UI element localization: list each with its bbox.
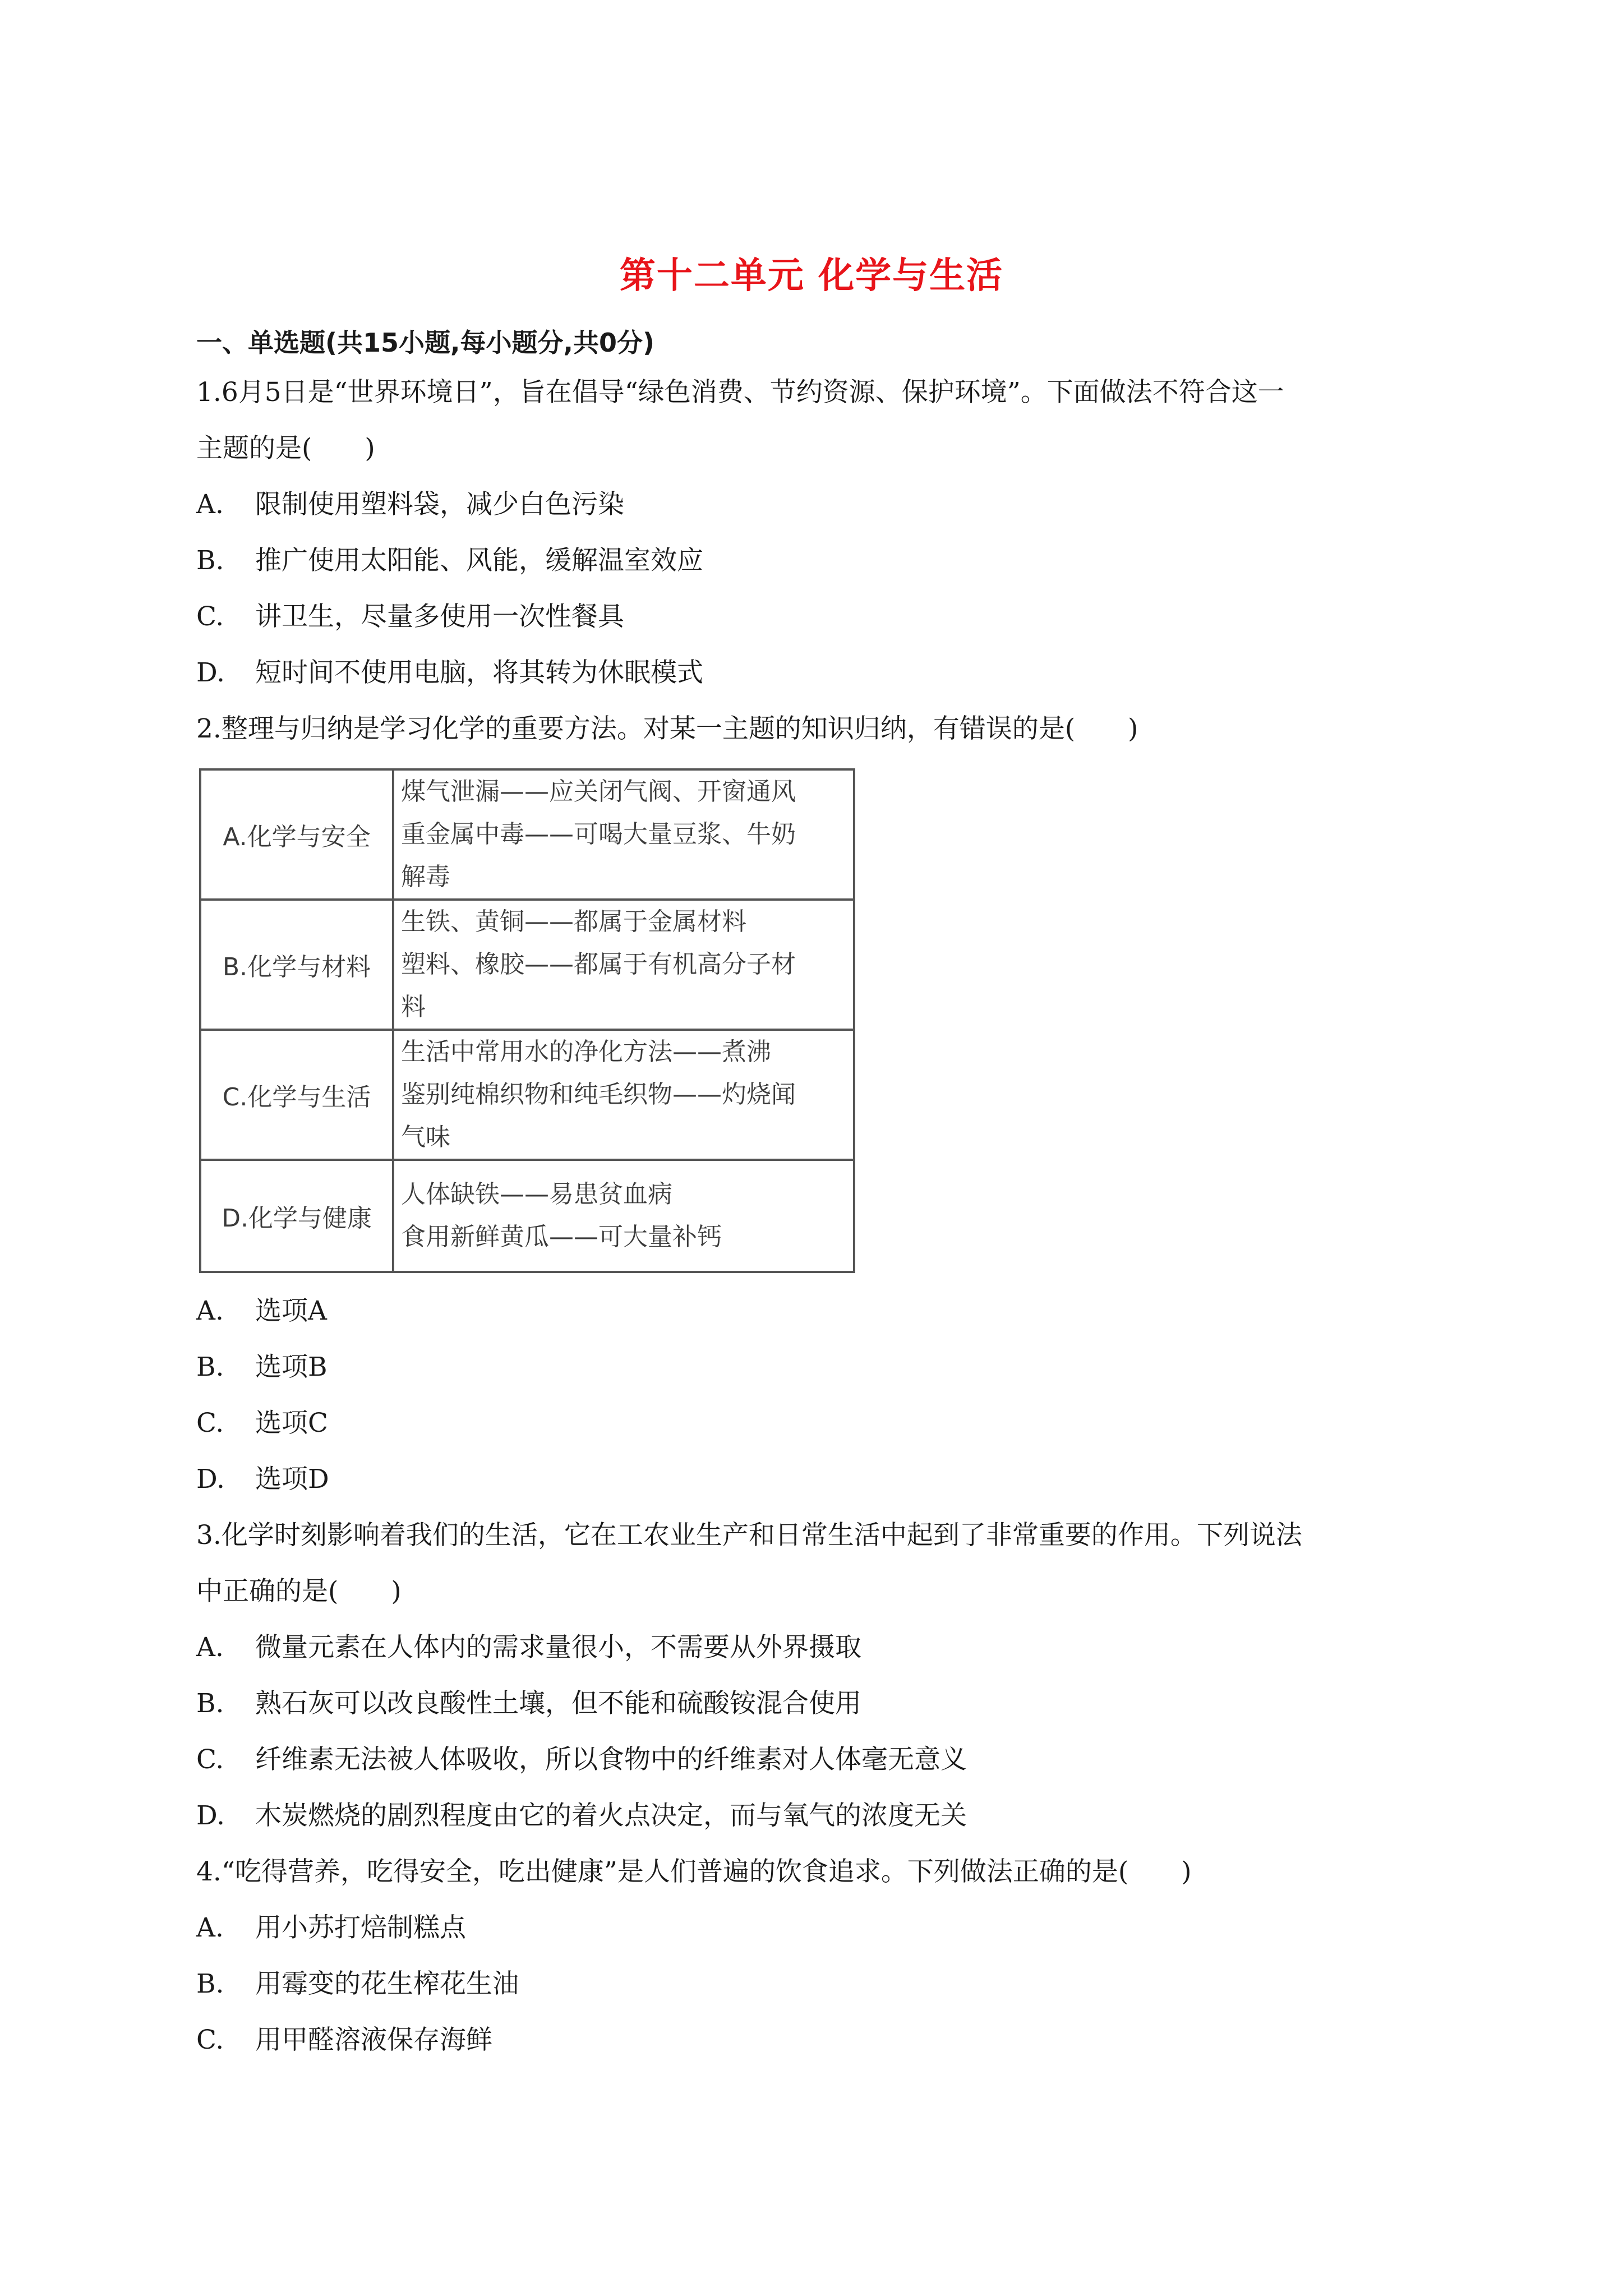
page-title: 第十二单元 化学与生活 [619, 255, 1004, 297]
option-text: 用霉变的花生榨花生油 [255, 1968, 519, 1999]
option-text: 讲卫生，尽量多使用一次性餐具 [255, 601, 624, 632]
table-content-cell [393, 900, 854, 1030]
question-3-option-d [196, 1802, 967, 1829]
table-content-cell [393, 769, 854, 900]
table-category-cell: D.化学与健康 [200, 1160, 393, 1272]
question-3-stem-line-1: 3.化学时刻影响着我们的生活，它在工农业生产和日常生活中起到了非常重要的作用。下列说法 [196, 1520, 1302, 1551]
table-content-line: 生铁、黄铜——都属于金属材料 [401, 907, 746, 936]
question-1-option-b [196, 547, 703, 574]
table-row [200, 900, 854, 1030]
question-4-stem: 4.“吃得营养，吃得安全，吃出健康”是人们普遍的饮食追求。下列做法正确的是( ) [196, 1856, 1192, 1887]
table-content-line: 料 [401, 993, 426, 1021]
option-label: B. [196, 1968, 224, 1999]
question-2-stem: 2.整理与归纳是学习化学的重要方法。对某一主题的知识归纳，有错误的是( ) [196, 713, 1138, 744]
table-content-line: 重金属中毒——可喝大量豆浆、牛奶 [401, 820, 796, 849]
question-1-option-c [196, 603, 624, 630]
option-label: B. [196, 1688, 224, 1719]
option-text: 短时间不使用电脑，将其转为休眠模式 [255, 657, 703, 688]
question-3-option-a [196, 1634, 861, 1661]
option-text: 木炭燃烧的剧烈程度由它的着火点决定，而与氧气的浓度无关 [255, 1800, 967, 1831]
option-text: 选项B [255, 1352, 328, 1382]
question-4-option-a [196, 1912, 466, 1943]
option-label: C. [196, 1744, 224, 1775]
question-2-option-c [196, 1408, 328, 1439]
section-heading: 一、单选题(共15小题,每小题分,共0分) [196, 328, 655, 358]
option-text: 熟石灰可以改良酸性土壤，但不能和硫酸铵混合使用 [255, 1688, 861, 1719]
question-3-stem-line-2: 中正确的是( ) [196, 1576, 402, 1607]
table-category-cell: C.化学与生活 [200, 1030, 393, 1160]
table-content-line: 生活中常用水的净化方法——煮沸 [401, 1038, 771, 1066]
question-3-option-c [196, 1746, 967, 1773]
question-1-stem-line-2: 主题的是( ) [196, 433, 375, 464]
table-content-line: 气味 [401, 1123, 450, 1151]
question-4-option-b [196, 1968, 519, 1999]
option-label: A. [196, 1632, 224, 1663]
table-content-line: 食用新鲜黄瓜——可大量补钙 [401, 1223, 722, 1251]
option-label: D. [196, 1464, 225, 1495]
option-text: 用小苏打焙制糕点 [255, 1912, 466, 1943]
table-content-line: 塑料、橡胶——都属于有机高分子材 [401, 950, 796, 979]
table-content-line: 解毒 [401, 863, 450, 891]
table-row [200, 1030, 854, 1160]
option-label: B. [196, 545, 224, 576]
question-2-option-d [196, 1464, 329, 1495]
option-label: A. [196, 1295, 224, 1326]
table-row [200, 1160, 854, 1272]
option-label: A. [196, 1912, 224, 1943]
table-content-line: 人体缺铁——易患贫血病 [401, 1180, 672, 1209]
option-text: 用甲醛溶液保存海鲜 [255, 2025, 492, 2055]
question-4-option-c [196, 2027, 492, 2053]
table-row [200, 769, 854, 900]
question-1-option-a [196, 491, 624, 518]
option-label: C. [196, 601, 224, 632]
option-label: C. [196, 2025, 224, 2055]
option-text: 选项D [255, 1464, 329, 1495]
question-1-stem-line-1: 1.6月5日是“世界环境日”，旨在倡导“绿色消费、节约资源、保护环境”。下面做法不符合这一 [196, 377, 1284, 408]
table-category-cell: A.化学与安全 [200, 769, 393, 900]
question-1-option-d [196, 657, 703, 688]
option-text: 推广使用太阳能、风能，缓解温室效应 [255, 545, 703, 576]
table-content-line: 鉴别纯棉织物和纯毛织物——灼烧闻 [401, 1080, 796, 1109]
table-content-cell [393, 1030, 854, 1160]
option-text: 限制使用塑料袋，减少白色污染 [255, 489, 624, 520]
table-content-cell [393, 1160, 854, 1272]
option-text: 选项A [255, 1295, 327, 1326]
question-2-option-b [196, 1354, 328, 1380]
question-2-table [199, 768, 855, 1273]
table-content-line: 煤气泄漏——应关闭气阀、开窗通风 [401, 777, 796, 806]
option-text: 微量元素在人体内的需求量很小，不需要从外界摄取 [255, 1632, 861, 1663]
option-text: 纤维素无法被人体吸收，所以食物中的纤维素对人体毫无意义 [255, 1744, 967, 1775]
option-label: D. [196, 657, 225, 688]
option-label: D. [196, 1800, 225, 1831]
question-2-option-a [196, 1295, 327, 1326]
option-label: A. [196, 489, 224, 520]
question-3-option-b [196, 1690, 861, 1717]
option-text: 选项C [255, 1408, 328, 1439]
option-label: C. [196, 1408, 224, 1439]
option-label: B. [196, 1352, 224, 1382]
table-category-cell: B.化学与材料 [200, 900, 393, 1030]
